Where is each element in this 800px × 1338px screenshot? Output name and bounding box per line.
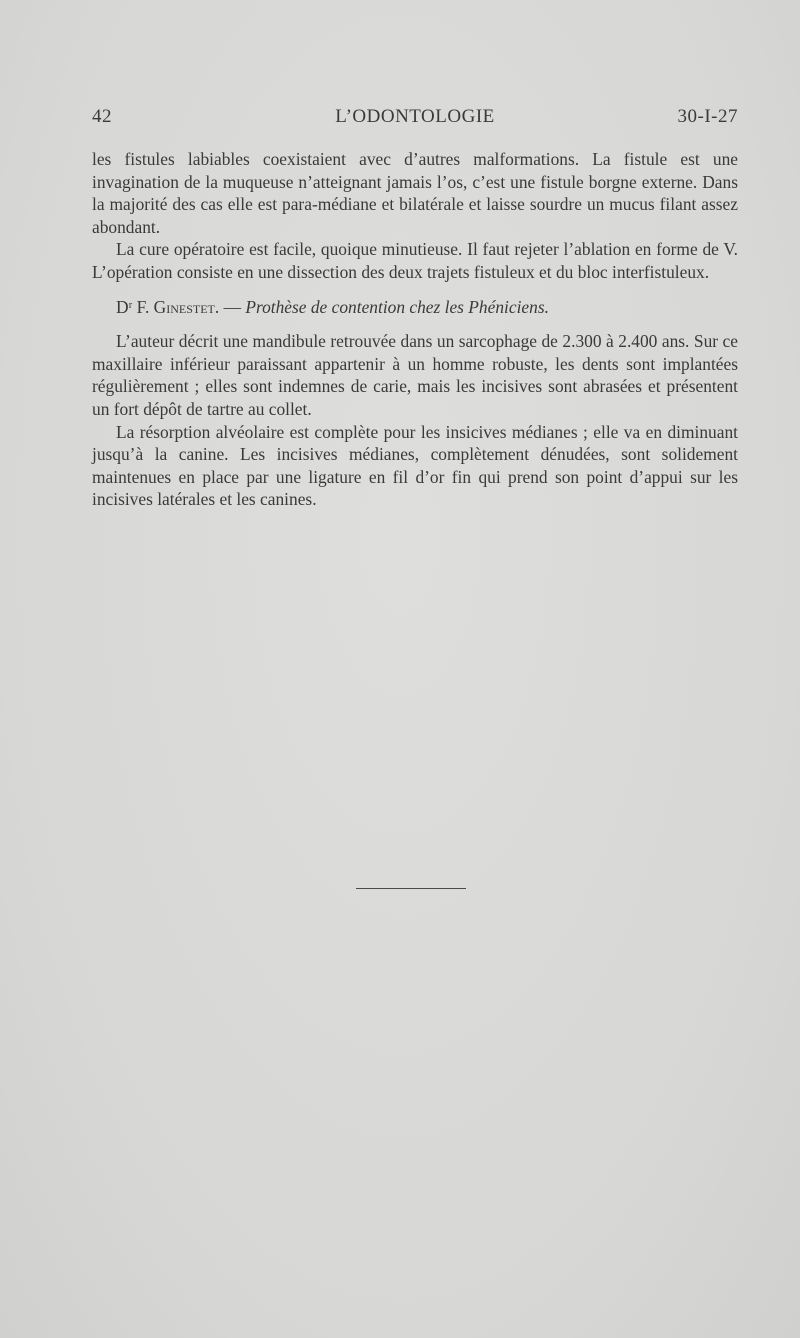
page-number: 42	[92, 106, 112, 127]
author-title: Dʳ F.	[116, 296, 154, 317]
heading-dash: —	[219, 296, 246, 317]
issue-date: 30-I-27	[677, 106, 738, 127]
journal-title: L’ODONTOLOGIE	[335, 106, 495, 127]
article-heading	[92, 296, 738, 319]
paragraph-2: La cure opératoire est facile, quoique minutieuse. Il faut rejeter l’ablation en forme de V. L’opération consiste en une dissection des deux trajets fistuleux et du bloc interfistuleux.	[92, 239, 738, 282]
paragraph-3: L’auteur décrit une mandibule retrouvée dans un sarcophage de 2.300 à 2.400 ans. Sur ce maxillaire inférieur paraissant appartenir à un homme robuste, les dents sont implantées régulièrement ; elles sont indemnes de carie, mais les incisives sont abrasées et présentent un fort dépôt de tartre au collet.	[92, 331, 738, 419]
paragraph-4: La résorption alvéolaire est complète pour les insicives médianes ; elle va en diminuant jusqu’à la canine. Les incisives médianes, complètement dénudées, sont solidement maintenues en place par une ligature en fil d’or fin qui prend son point d’appui sur les incisives latérales et les canines.	[92, 421, 738, 510]
running-head	[92, 106, 738, 136]
paragraph-1: les fistules labiables coexistaient avec d’autres malformations. La fistule est une invagination de la muqueuse n’atteignant jamais l’os, c’est une fistule borgne externe. Dans la majorité des cas elle est para-médiane et bilatérale et laisse sourdre un mucus filant assez abondant.	[92, 149, 738, 237]
body-text	[92, 148, 738, 511]
author-name: Ginestet.	[153, 296, 220, 317]
article-title: Prothèse de contention chez les Phéniciens.	[245, 296, 549, 317]
section-separator	[356, 888, 466, 889]
